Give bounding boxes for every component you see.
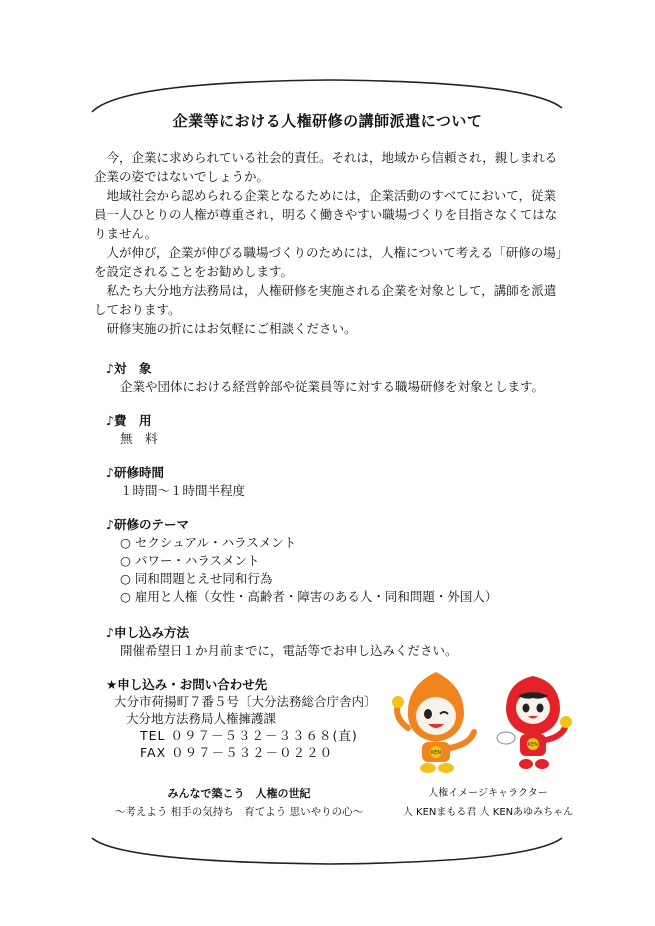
contact-office: 大分地方法務局人権擁護課 [126,711,277,726]
section-heading: ♪対 象 [106,361,152,376]
list-item: ○ セクシュアル・ハラスメント [120,535,297,550]
intro-paragraph: 今，企業に求められている社会的責任。それは，地域から信頼され，親しまれる企業の姿ではないでしょうか。 [94,150,558,184]
character-caption [388,784,588,822]
character-caption-names: 人 KENまもる君 人 KENあゆみちゃん [402,807,574,818]
section-text: １時間～１時間半程度 [120,483,246,498]
contact-block [106,676,377,761]
mascot-characters [388,668,588,778]
section-duration [106,464,245,500]
slogan-sub: ～考えよう 相手の気持ち 育てよう 思いやりの心～ [114,806,364,818]
ayumi-chan-character [497,676,572,769]
contact-tel: TEL ０９７－５３２－３３６８(直) [140,728,358,743]
intro-paragraph: 私たち大分地方法務局は，人権研修を実施される企業を対象として，講師を派遣しております。 [94,283,557,317]
contact-address: 大分市荷揚町７番５号〔大分法務総合庁舎内〕 [114,694,377,709]
page-title: 企業等における人権研修の講師派遣について [172,112,483,130]
badge-text: KEN [527,742,539,748]
contact-fax: FAX ０９７－５３２－０２２０ [140,745,334,760]
intro-text [94,148,564,338]
badge-text: KEN [430,750,442,756]
list-item: ○ パワー・ハラスメント [120,553,260,568]
section-cost [106,412,158,448]
section-heading: ♪研修時間 [106,465,164,480]
section-heading: ♪費 用 [106,413,152,428]
section-apply [106,624,458,660]
section-target [106,360,544,396]
intro-paragraph: 研修実施の折にはお気軽にご相談ください。 [106,321,357,336]
list-item: ○ 同和問題とえせ同和行為 [120,571,273,586]
intro-paragraph: 地域社会から認められる企業となるためには，企業活動のすべてにおいて，従業員一人ひとりの人権が尊重され，明るく働きやすい職場づくりを目指さなくてはなりません。 [94,188,558,241]
list-item: ○ 雇用と人権（女性・高齢者・障害のある人・同和問題・外国人） [120,589,498,604]
slogan [94,785,384,821]
section-text: 企業や団体における経営幹部や従業員等に対する職場研修を対象とします。 [120,379,545,394]
section-heading: ♪研修のテーマ [106,517,189,532]
character-caption-title: 人権イメージキャラクター [428,788,548,799]
section-text: 開催希望日１か月前までに，電話等でお申し込みください。 [120,643,458,658]
theme-list [106,534,497,606]
contact-heading: ★申し込み・お問い合わせ先 [106,677,268,692]
section-heading: ♪申し込み方法 [106,625,189,640]
slogan-main: みんなで築こう 人権の世紀 [167,787,311,800]
bottom-arc [92,838,562,864]
top-arc [92,80,562,112]
mamoru-kun-character [392,672,474,773]
intro-paragraph: 人が伸び，企業が伸びる職場づくりのためには，人権について考える「研修の場」を設定されることをお勧めします。 [94,245,563,279]
section-text: 無 料 [120,431,158,446]
section-themes [106,516,497,606]
